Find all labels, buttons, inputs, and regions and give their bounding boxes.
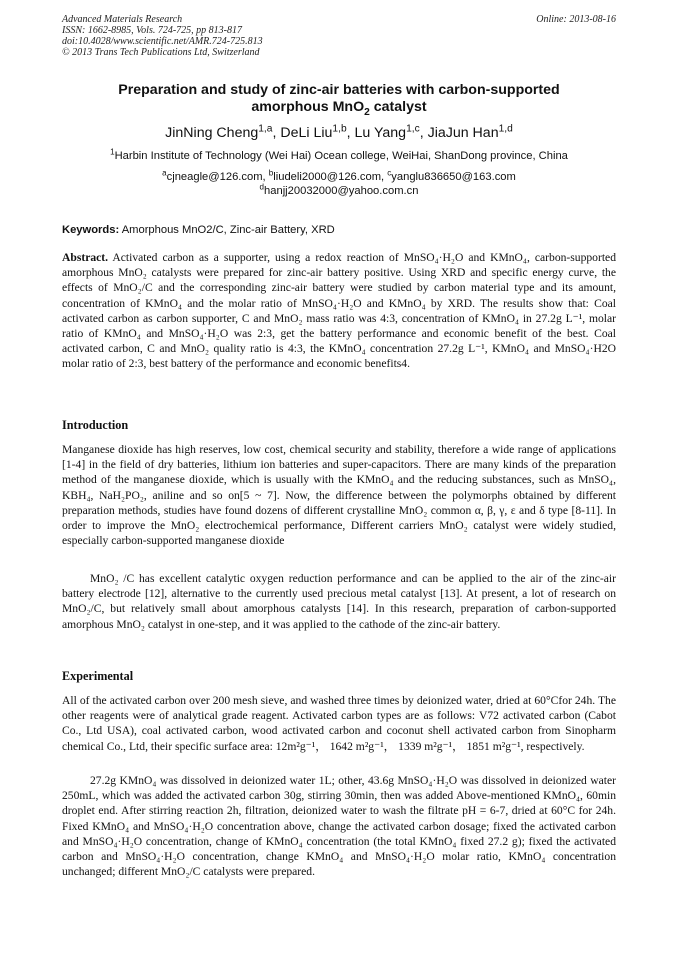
affiliation-marker: 1: [110, 147, 115, 157]
author-4-affil: 1,d: [498, 123, 513, 135]
keywords-label: Keywords:: [62, 224, 120, 236]
email-marker-a: a: [162, 168, 167, 178]
email-a: cjneagle@126.com,: [166, 171, 269, 183]
keywords-text: Amorphous MnO2/C, Zinc-air Battery, XRD: [119, 224, 335, 236]
email-line-1: [62, 170, 616, 184]
experimental-paragraph-2: 27.2g KMnO₄ was dissolved in deionized water 1L; other, 43.6g MnSO₄·H₂O was dissolved in deionized water 250mL, which was added the activated carbon 30g, stirring 30min, then was added Above-mentioned KMnO₄, 60min droplet end. After stirring reaction 2h, filtration, deionized water to wash the filtrate pH = 6-7, dried at 60°C for 24h. Fixed KMnO₄ and MnSO₄·H₂O concentration above, change the activated carbon dosage; fixed the activated carbon and MnSO₄·H₂O concentration, change of KMnO₄ concentration (the total KMnO₄ fixed 27.2 g); fixed the activated carbon and MnSO₄·H₂O concentration, change KMnO₄ and MnSO₄·H₂O molar ratio, KMnO₄ concentration unchanged; different MnO₂/C catalysts were prepared.: [62, 774, 616, 879]
abstract-text: Activated carbon as a supporter, using a redox reaction of MnSO₄·H₂O and KMnO₄, carbon-supported amorphous MnO₂ catalysts were prepared for zinc-air battery positive. Using XRD and specific energy curve, the effects of MnO₂/C and the corresponding zinc-air battery were studied by carbon material type and its amount, concentration of KMnO₄ and the molar ratio of MnSO₄·H₂O and KMnO₄ by XRD. The results show that: Coal activated carbon as carbon supporter, C and MnO₂ mass ratio was 4:3, concentration of KMnO₄ in 27.2g L⁻¹, molar ratio of KMnO₄ and MnSO₄·H₂O was 2:3, get the battery performance and economic benefit of the best. Coal activated carbon, C and MnO₂ quality ratio is 4:3, the KMnO₄ concentration 27.2g L⁻¹, KMnO₄ and MnSO₄·H2O molar ratio of 2:3, best battery of the performance and economic benefits4.: [62, 251, 616, 371]
email-b: liudeli2000@126.com,: [273, 171, 388, 183]
email-c: yanglu836650@163.com: [391, 171, 516, 183]
author-3-affil: 1,c: [406, 123, 420, 135]
email-marker-b: b: [268, 168, 274, 178]
author-1: JinNing Cheng: [165, 125, 259, 141]
doi-line: doi:10.4028/www.scientific.net/AMR.724-725.813: [62, 36, 263, 47]
journal-header: [62, 14, 616, 58]
copyright-line: © 2013 Trans Tech Publications Ltd, Switzerland: [62, 47, 260, 58]
introduction-heading: Introduction: [62, 418, 129, 432]
author-3: Lu Yang: [354, 125, 407, 141]
abstract: [62, 250, 616, 372]
affiliation-text: Harbin Institute of Technology (Wei Hai) Ocean college, WeiHai, ShanDong province, China: [114, 150, 568, 162]
author-2: DeLi Liu: [280, 125, 333, 141]
introduction-paragraph-1: Manganese dioxide has high reserves, low cost, chemical security and stability, therefore a wide range of applications [1-4] in the field of dry batteries, lithium ion batteries and super-capacitors. There are many kinds of the preparation method of the manganese dioxide, which is usually with the KMnO₄ and the reducing substances, such as MnSO₄, KBH₄, NaH₂PO₂, aniline and so on[5 ~ 7]. Now, the difference between the polymorphs obtained by different preparation methods, studies have found dozens of different crystalline MnO₂ common α, β, γ, ε and δ type [8-11]. In order to improve the MnO₂ electrochemical performance, Different carriers MnO₂ catalyst were widely studied, especially carbon-supported manganese dioxide: [62, 443, 616, 548]
title-line-1: Preparation and study of zinc-air batteries with carbon-supported: [118, 82, 560, 98]
email-marker-d: d: [259, 182, 265, 192]
author-emails: [62, 170, 616, 198]
author-list: [62, 124, 616, 142]
title-line-2: [62, 99, 616, 116]
title-text-b: catalyst: [369, 99, 427, 115]
author-separator: ,: [272, 125, 281, 141]
author-1-affil: 1,a: [258, 123, 273, 135]
issn-line: ISSN: 1662-8985, Vols. 724-725, pp 813-817: [62, 25, 242, 36]
author-separator: ,: [346, 125, 355, 141]
keywords: [62, 223, 616, 237]
email-d: hanjj20032000@yahoo.com.cn: [264, 185, 419, 197]
experimental-paragraph-1: All of the activated carbon over 200 mesh sieve, and washed three times by deionized water, dried at 60°Cfor 24h. The other reagents were of analytical grade reagent. Activated carbon types are as follows: V72 activated carbon (Cabot Co., Ltd USA), coal activated carbon, wood activated carbon and coconut shell activated carbon from Sinopharm chemical Co., Ltd, their specific surface area: 12m²g⁻¹， 1642 m²g⁻¹， 1339 m²g⁻¹， 1851 m²g⁻¹, respectively.: [62, 694, 616, 753]
introduction-paragraph-2: MnO₂ /C has excellent catalytic oxygen reduction performance and can be applied to the air of the zinc-air battery electrode [12], alternative to the currently used precious metal catalyst [13]. At present, a lot of research on MnO₂/C, but relatively small about amorphous catalysts [14]. In this research, preparation of carbon-supported amorphous MnO₂ catalyst in one-step, and it was applied to the cathode of the zinc-air battery.: [62, 572, 616, 631]
abstract-label: Abstract.: [62, 251, 109, 264]
title-subscript: 2: [364, 106, 370, 118]
online-date: Online: 2013-08-16: [536, 14, 616, 25]
journal-name: Advanced Materials Research: [62, 14, 183, 25]
email-marker-c: c: [387, 168, 392, 178]
author-separator: ,: [419, 125, 428, 141]
title-text-a: amorphous MnO: [251, 99, 365, 115]
author-2-affil: 1,b: [332, 123, 347, 135]
affiliation: [62, 149, 616, 163]
experimental-heading: Experimental: [62, 669, 134, 683]
author-4: JiaJun Han: [427, 125, 499, 141]
paper-title: [62, 82, 616, 116]
email-line-2: [62, 184, 616, 198]
